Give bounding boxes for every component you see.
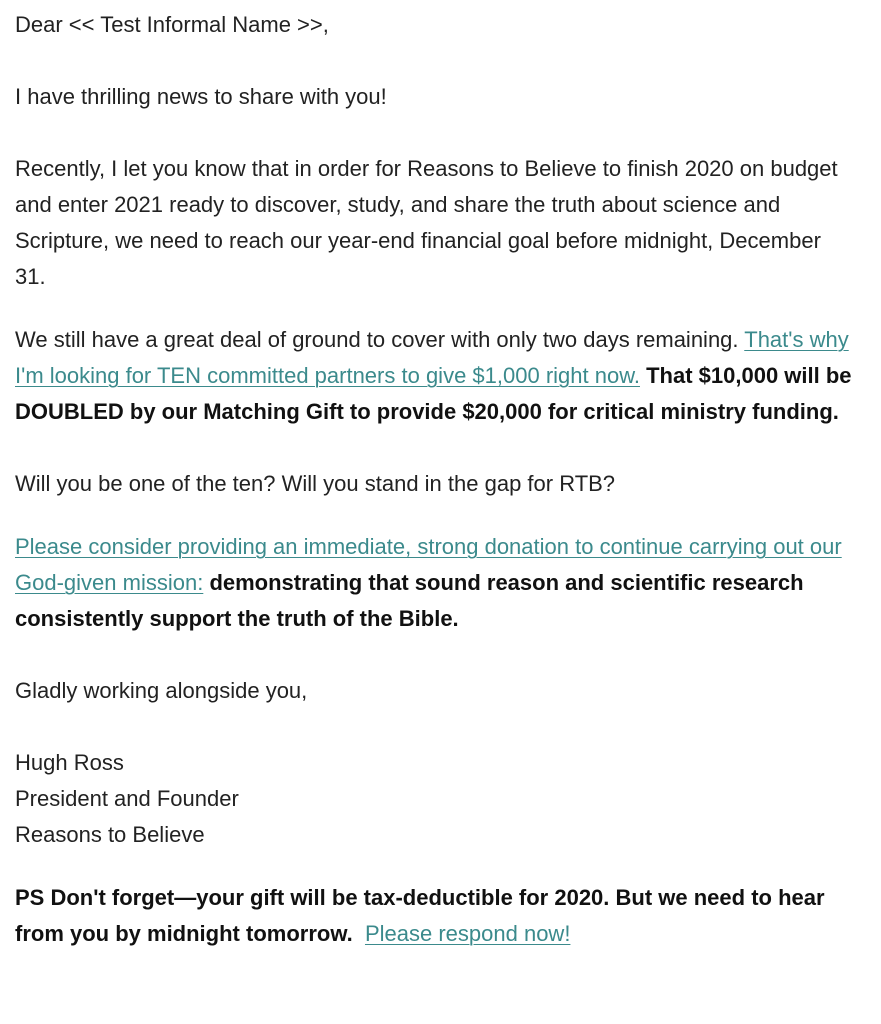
matching-gift-text: That $10,000 will be DOUBLED by our Matching Gift to provide $20,000 for critical ministry funding. [15,363,852,424]
signature-org: Reasons to Believe [15,822,205,847]
signature-name: Hugh Ross [15,750,124,775]
postscript-text: PS Don't forget—your gift will be tax-deductible for 2020. But we need to hear from you by midnight tomorrow. [15,885,825,946]
signature [15,745,855,853]
mission-text: demonstrating that sound reason and scientific research consistently support the truth of the Bible. [15,570,804,631]
signature-title: President and Founder [15,786,239,811]
closing: Gladly working alongside you, [15,678,308,703]
donate-link[interactable]: Please consider providing an immediate, strong donation to continue carrying out our God-given mission: [15,534,842,595]
paragraph-goal: Recently, I let you know that in order for Reasons to Believe to finish 2020 on budget and enter 2021 ready to discover, study, and share the truth about science and Scripture, we need to reach our year-end financial goal before midnight, December 31. [15,156,838,289]
postscript [15,880,855,952]
paragraph-question: Will you be one of the ten? Will you stand in the gap for RTB? [15,471,616,496]
give-1000-link[interactable]: That's why I'm looking for TEN committed partners to give $1,000 right now. [15,327,849,388]
paragraph-mission [15,529,855,637]
paragraph-partners [15,322,855,430]
paragraph-intro: I have thrilling news to share with you! [15,84,387,109]
greeting: Dear << Test Informal Name >>, [15,12,329,37]
respond-now-link[interactable]: Please respond now! [364,921,571,946]
partners-text: We still have a great deal of ground to cover with only two days remaining. [15,327,739,352]
